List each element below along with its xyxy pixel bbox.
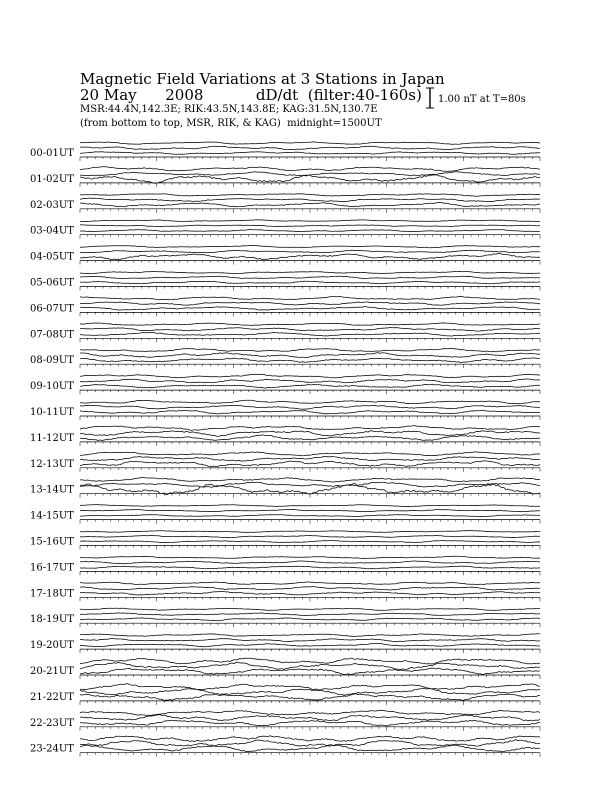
row-label: 17-18UT (30, 588, 74, 600)
trace-kag (80, 194, 540, 196)
trace-rik (80, 146, 540, 150)
axis-ticks (80, 390, 540, 394)
row-label: 14-15UT (30, 510, 74, 522)
quantity-label: dD/dt (filter:40-160s) (255, 86, 422, 104)
trace-rik (80, 535, 540, 537)
trace-msr (80, 668, 540, 675)
trace-msr (80, 253, 540, 259)
axis-ticks (80, 338, 540, 342)
trace-rik (80, 276, 540, 278)
axis-ticks (80, 468, 540, 472)
trace-msr (80, 410, 540, 414)
trace-kag (80, 452, 540, 456)
trace-rik (80, 431, 540, 437)
trace-rik (80, 613, 540, 616)
trace-rik (80, 353, 540, 358)
axis-ticks (80, 753, 540, 757)
axis-ticks (80, 546, 540, 550)
row-label: 23-24UT (30, 743, 74, 755)
row-label: 21-22UT (30, 691, 74, 703)
trace-kag (80, 710, 540, 715)
axis-ticks (80, 442, 540, 446)
trace-kag (80, 142, 540, 145)
trace-msr (80, 281, 540, 284)
row-label: 11-12UT (30, 432, 74, 444)
trace-kag (80, 220, 540, 222)
axis-ticks (80, 261, 540, 265)
trace-kag (80, 167, 540, 172)
scale-label: 1.00 nT at T=80s (438, 94, 526, 105)
row-label: 02-03UT (30, 199, 74, 211)
trace-kag (80, 531, 540, 533)
trace-msr (80, 591, 540, 595)
row-label: 22-23UT (30, 717, 74, 729)
row-label: 01-02UT (30, 173, 74, 185)
row-label: 04-05UT (30, 251, 74, 263)
trace-rik (80, 405, 540, 409)
trace-rik (80, 587, 540, 590)
trace-rik (80, 250, 540, 253)
axis-ticks (80, 597, 540, 601)
row-label: 16-17UT (30, 562, 74, 574)
trace-rik (80, 302, 540, 305)
axis-ticks (80, 364, 540, 368)
axis-ticks (80, 209, 540, 213)
trace-kag (80, 684, 540, 690)
trace-kag (80, 400, 540, 404)
trace-msr (80, 307, 540, 311)
trace-msr (80, 203, 540, 207)
trace-kag (80, 736, 540, 742)
row-label: 07-08UT (30, 329, 74, 341)
trace-rik (80, 379, 540, 383)
chart-title: Magnetic Field Variations at 3 Stations in Japan (80, 70, 445, 88)
trace-msr (80, 745, 540, 752)
trace-msr (80, 541, 540, 543)
trace-msr (80, 618, 540, 621)
trace-msr (80, 694, 540, 701)
trace-kag (80, 634, 540, 637)
axis-ticks (80, 727, 540, 731)
trace-msr (80, 175, 540, 184)
trace-kag (80, 374, 540, 378)
trace-msr (80, 333, 540, 337)
trace-rik (80, 456, 540, 461)
order-note: (from bottom to top, MSR, RIK, & KAG) midnight=1500UT (80, 118, 382, 129)
trace-kag (80, 556, 540, 558)
trace-kag (80, 246, 540, 248)
row-label: 10-11UT (30, 407, 74, 418)
trace-msr (80, 566, 540, 569)
trace-msr (80, 515, 540, 517)
axis-ticks (80, 312, 540, 316)
row-label: 08-09UT (30, 355, 74, 367)
trace-msr (80, 384, 540, 388)
trace-kag (80, 608, 540, 610)
trace-kag (80, 505, 540, 507)
trace-rik (80, 225, 540, 227)
row-label: 06-07UT (30, 303, 74, 315)
row-label: 19-20UT (30, 640, 74, 652)
axis-ticks (80, 235, 540, 239)
trace-msr (80, 643, 540, 646)
trace-kag (80, 582, 540, 585)
axis-ticks (80, 287, 540, 291)
axis-ticks (80, 701, 540, 705)
axis-ticks (80, 157, 540, 161)
trace-rik (80, 639, 540, 642)
axis-ticks (80, 571, 540, 575)
row-label: 05-06UT (30, 277, 74, 289)
row-label: 12-13UT (30, 458, 74, 470)
axis-ticks (80, 675, 540, 679)
axis-ticks (80, 649, 540, 653)
axis-ticks (80, 520, 540, 524)
trace-msr (80, 461, 540, 467)
trace-kag (80, 272, 540, 274)
row-label: 15-16UT (30, 536, 74, 548)
trace-rik (80, 510, 540, 512)
trace-msr (80, 358, 540, 362)
trace-rik (80, 688, 540, 695)
trace-kag (80, 348, 540, 352)
row-label: 13-14UT (30, 484, 74, 496)
trace-msr (80, 152, 540, 155)
trace-kag (80, 478, 540, 483)
trace-rik (80, 662, 540, 670)
stations-label: MSR:44.4N,142.3E; RIK:43.5N,143.8E; KAG:31.5N,130.7E (80, 104, 378, 115)
trace-msr (80, 435, 540, 441)
trace-rik (80, 198, 540, 202)
row-label: 00-01UT (30, 148, 74, 159)
row-label: 18-19UT (30, 614, 74, 626)
trace-rik (80, 561, 540, 564)
row-label: 03-04UT (30, 225, 74, 237)
trace-kag (80, 658, 540, 664)
axis-ticks (80, 623, 540, 627)
trace-kag (80, 426, 540, 431)
trace-rik (80, 715, 540, 721)
row-label: 20-21UT (30, 666, 74, 677)
trace-msr (80, 230, 540, 232)
date-year: 2008 (165, 86, 204, 104)
trace-kag (80, 323, 540, 326)
date-day: 20 May (80, 86, 137, 104)
axis-ticks (80, 416, 540, 420)
trace-msr (80, 720, 540, 726)
trace-kag (80, 297, 540, 300)
row-label: 09-10UT (30, 381, 74, 393)
trace-rik (80, 327, 540, 331)
axis-ticks (80, 183, 540, 187)
